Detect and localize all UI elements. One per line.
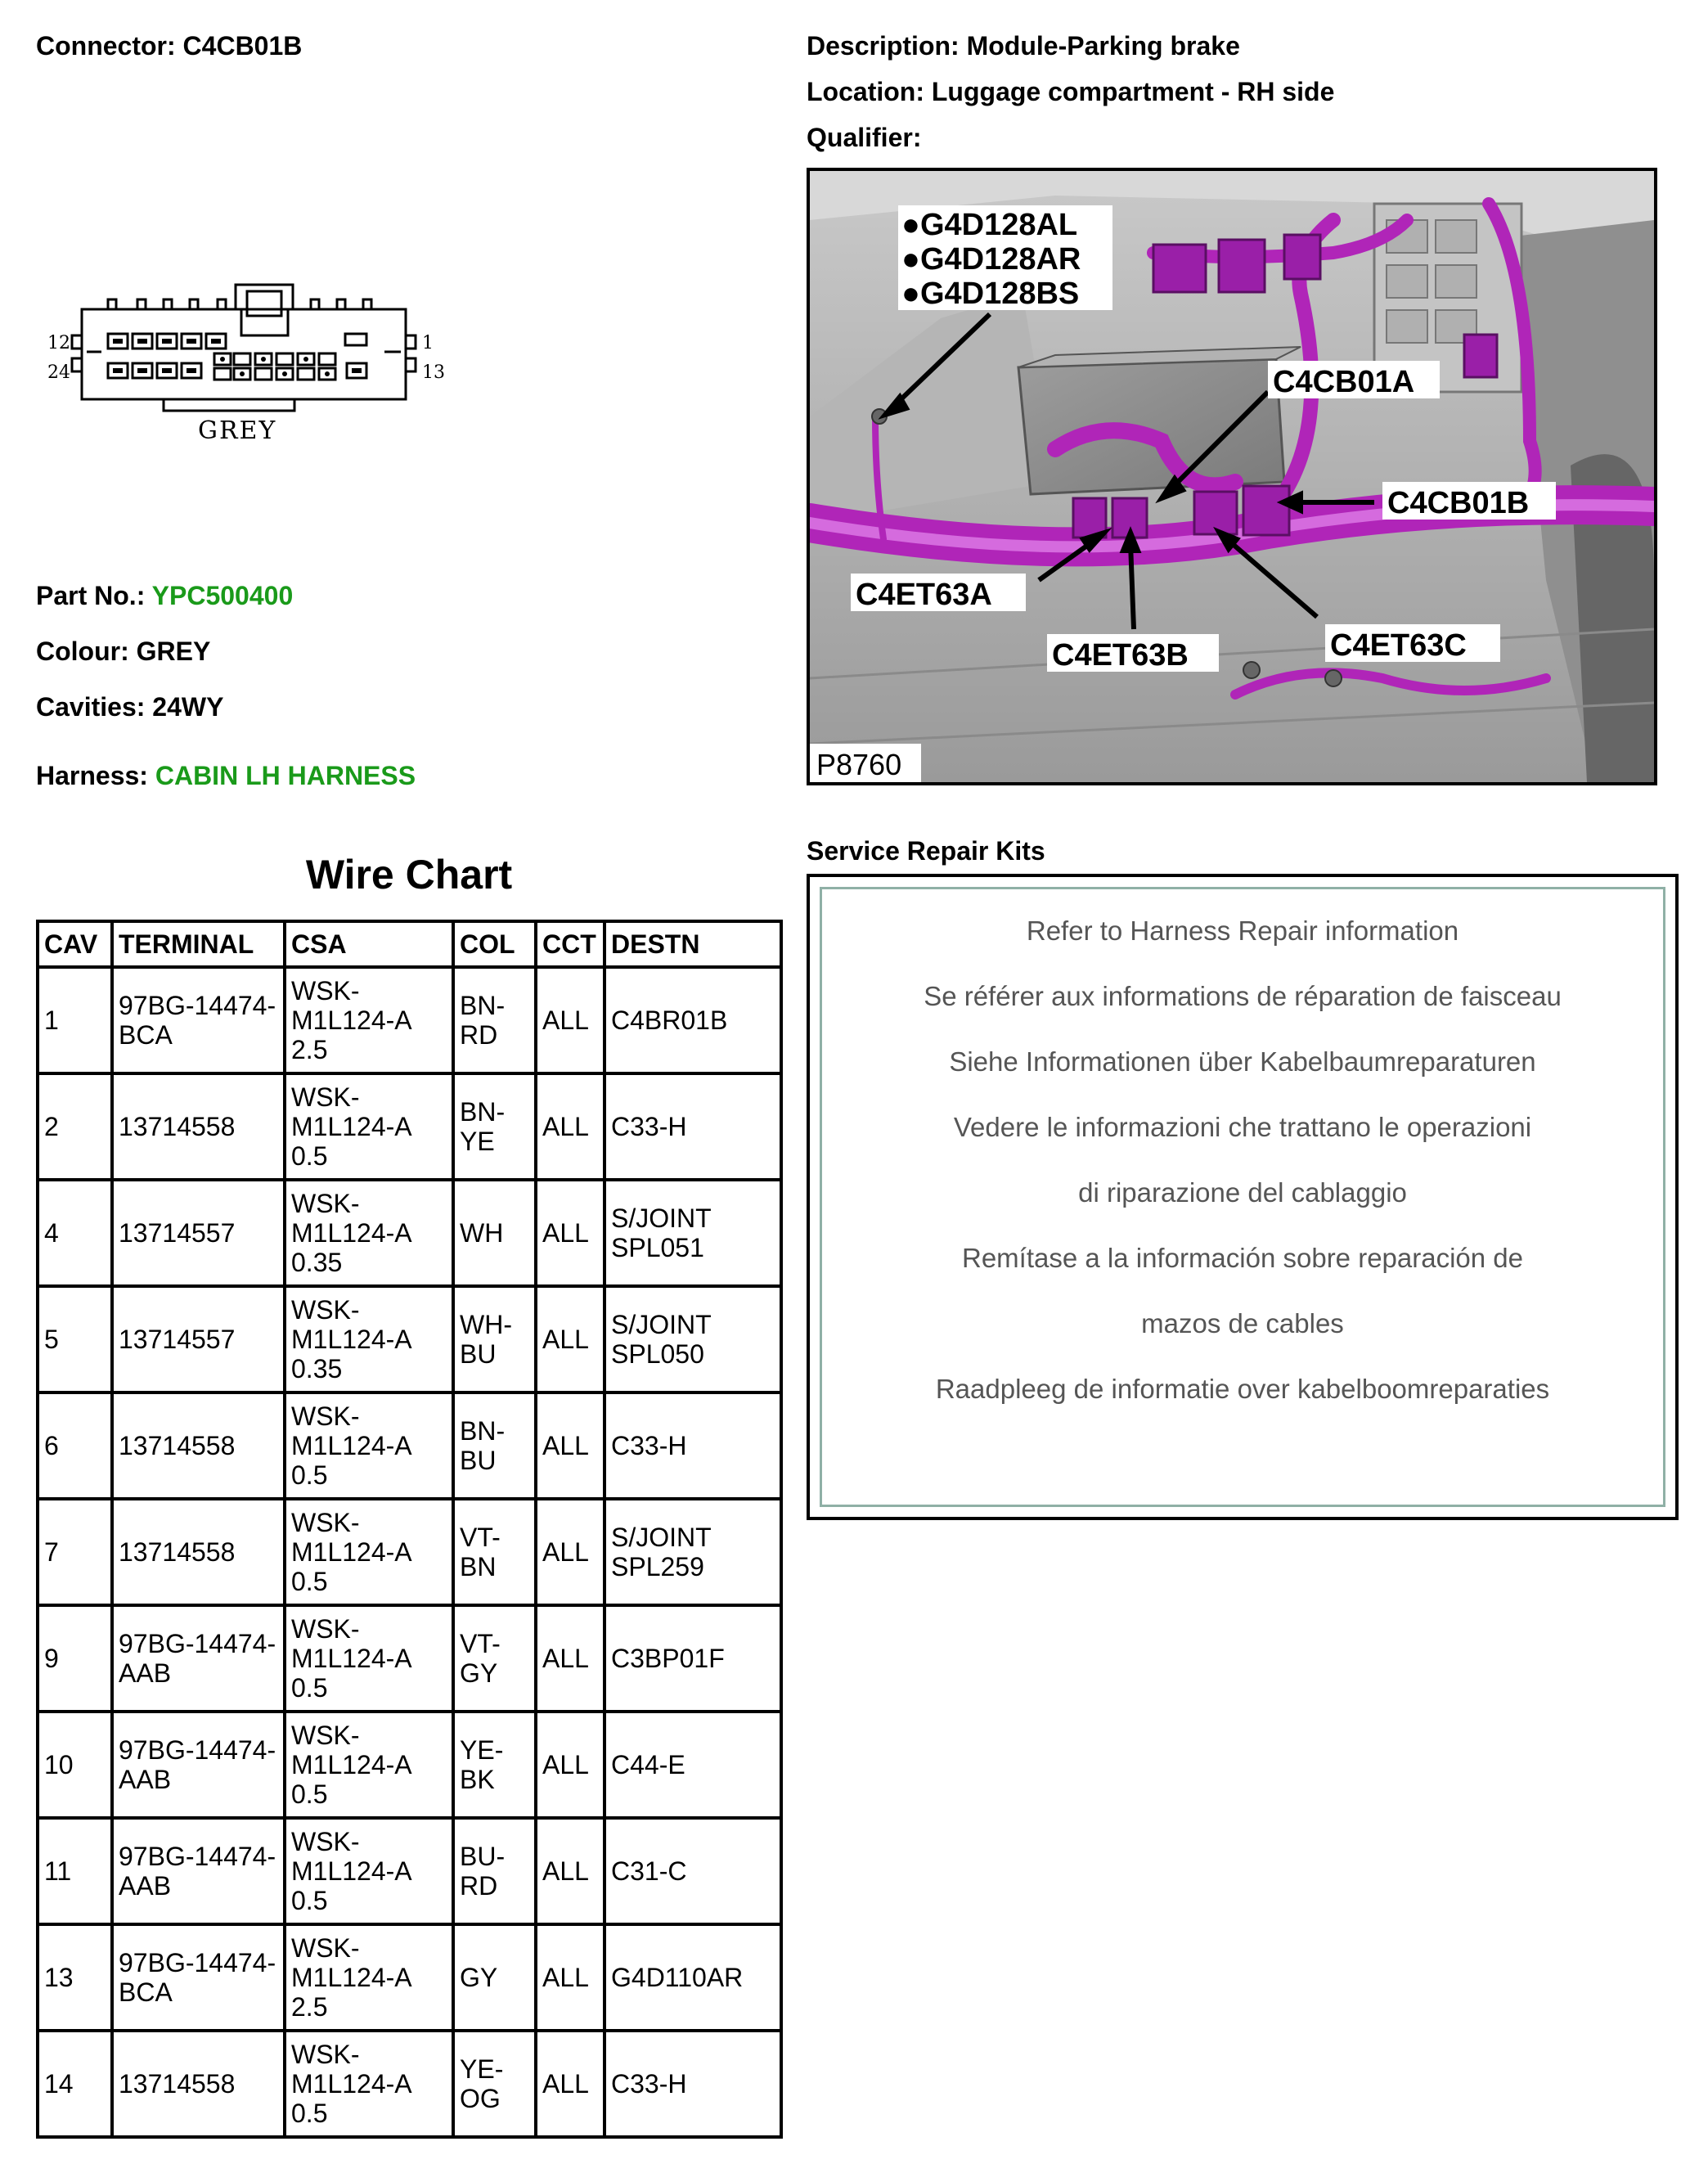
cell-csa-line: 0.5 bbox=[291, 1673, 328, 1703]
cell-csa-line: 0.5 bbox=[291, 2099, 328, 2128]
col-header-terminal: TERMINAL bbox=[112, 921, 285, 967]
callout-c4et63a: C4ET63A bbox=[856, 578, 992, 612]
cell-cct: ALL bbox=[536, 1499, 605, 1605]
repair-kits-box bbox=[807, 874, 1679, 1520]
cell-cct: ALL bbox=[536, 1924, 605, 2031]
callout-g4d128bs: ●G4D128BS bbox=[901, 277, 1080, 311]
repair-kits-inner-frame bbox=[820, 887, 1665, 1507]
callout-c4et63c: C4ET63C bbox=[1330, 628, 1467, 663]
cell-csa-line: WSK- bbox=[291, 1508, 360, 1537]
cell-csa-line: 0.35 bbox=[291, 1248, 343, 1277]
cell-destn-line: C4BR01B bbox=[611, 1006, 728, 1035]
cell-csa-line: M1L124-A bbox=[291, 1325, 412, 1354]
cell-csa-line: M1L124-A bbox=[291, 1537, 412, 1567]
callout-c4cb01a: C4CB01A bbox=[1273, 365, 1415, 399]
cell-col-line: BK bbox=[460, 1765, 495, 1794]
repair-kits-title: Service Repair Kits bbox=[807, 836, 1045, 866]
wire-chart-title: Wire Chart bbox=[305, 852, 513, 898]
cell-terminal bbox=[112, 1818, 285, 1924]
cell-col bbox=[453, 1073, 536, 1180]
cell-csa bbox=[285, 1712, 453, 1818]
cell-destn-line: C33-H bbox=[611, 2069, 687, 2099]
cell-destn-line: SPL259 bbox=[611, 1552, 704, 1581]
table-row bbox=[38, 1712, 781, 1818]
cell-destn bbox=[605, 2031, 781, 2137]
cell-destn-line: S/JOINT bbox=[611, 1523, 712, 1552]
pin-label-1: 1 bbox=[422, 333, 434, 353]
description-value: Module-Parking brake bbox=[966, 31, 1240, 61]
harness-link[interactable]: CABIN LH HARNESS bbox=[155, 761, 416, 790]
cell-col-line: YE- bbox=[460, 1735, 504, 1765]
cell-cav: 6 bbox=[38, 1392, 112, 1499]
repair-kit-line: Raadpleeg de informatie over kabelboomreparaties bbox=[935, 1374, 1550, 1404]
cell-col-line: VT- bbox=[460, 1629, 501, 1658]
callout-g4d128ar: ●G4D128AR bbox=[901, 242, 1081, 277]
cell-destn bbox=[605, 1924, 781, 2031]
location-label: Location: bbox=[807, 77, 924, 106]
cell-destn bbox=[605, 1818, 781, 1924]
cell-cav: 5 bbox=[38, 1286, 112, 1392]
cell-col bbox=[453, 1712, 536, 1818]
cell-destn bbox=[605, 967, 781, 1073]
cell-terminal bbox=[112, 1073, 285, 1180]
cell-csa-line: 2.5 bbox=[291, 1992, 328, 2022]
cell-col-line: GY bbox=[460, 1963, 498, 1992]
cell-col bbox=[453, 2031, 536, 2137]
repair-kit-line: di riparazione del cablaggio bbox=[1078, 1177, 1407, 1208]
colour-label: Colour: bbox=[36, 637, 129, 666]
cell-destn bbox=[605, 1073, 781, 1180]
cell-col-line: BU bbox=[460, 1339, 497, 1369]
description-label: Description: bbox=[807, 31, 960, 61]
cell-terminal-line: 13714558 bbox=[119, 1537, 236, 1567]
table-row bbox=[38, 1286, 781, 1392]
cell-csa-line: WSK- bbox=[291, 1082, 360, 1112]
cell-csa bbox=[285, 1286, 453, 1392]
cell-col bbox=[453, 1818, 536, 1924]
cell-csa-line: M1L124-A bbox=[291, 1856, 412, 1886]
col-header-destn: DESTN bbox=[605, 921, 781, 967]
cell-terminal-line: AAB bbox=[119, 1658, 172, 1688]
pin-label-13: 13 bbox=[422, 362, 445, 383]
cell-terminal bbox=[112, 1712, 285, 1818]
connector-location-photo bbox=[807, 168, 1657, 785]
cell-terminal-line: AAB bbox=[119, 1765, 172, 1794]
table-row bbox=[38, 1180, 781, 1286]
cell-csa bbox=[285, 1499, 453, 1605]
repair-kit-line: Vedere le informazioni che trattano le operazioni bbox=[953, 1112, 1532, 1142]
cell-destn bbox=[605, 1605, 781, 1712]
harness-label: Harness: bbox=[36, 761, 148, 790]
cell-destn bbox=[605, 1180, 781, 1286]
cell-terminal bbox=[112, 1605, 285, 1712]
callout-c4et63b: C4ET63B bbox=[1052, 638, 1189, 673]
table-row bbox=[38, 1818, 781, 1924]
cell-csa-line: WSK- bbox=[291, 2040, 360, 2069]
cell-csa-line: WSK- bbox=[291, 1295, 360, 1325]
cell-csa-line: M1L124-A bbox=[291, 1112, 412, 1141]
cell-col-line: GY bbox=[460, 1658, 498, 1688]
cell-destn bbox=[605, 1286, 781, 1392]
cell-terminal-line: 97BG-14474- bbox=[119, 1735, 276, 1765]
cell-terminal-line: 97BG-14474- bbox=[119, 1948, 276, 1977]
cell-csa-line: WSK- bbox=[291, 1401, 360, 1431]
cell-csa bbox=[285, 1924, 453, 2031]
cell-terminal-line: BCA bbox=[119, 1020, 173, 1050]
cell-terminal-line: 97BG-14474- bbox=[119, 1629, 276, 1658]
cell-csa-line: 0.35 bbox=[291, 1354, 343, 1383]
repair-kit-line: Remítase a la información sobre reparación de bbox=[961, 1243, 1524, 1273]
cell-col bbox=[453, 1605, 536, 1712]
part-no-line bbox=[36, 581, 293, 611]
colour-line bbox=[36, 637, 210, 667]
cell-col-line: YE bbox=[460, 1127, 495, 1156]
cell-csa-line: WSK- bbox=[291, 976, 360, 1006]
cell-cav: 14 bbox=[38, 2031, 112, 2137]
cell-cct: ALL bbox=[536, 2031, 605, 2137]
cell-csa-line: WSK- bbox=[291, 1189, 360, 1218]
location-illustration bbox=[810, 171, 1654, 782]
col-header-col: COL bbox=[453, 921, 536, 967]
cell-cct: ALL bbox=[536, 1392, 605, 1499]
col-header-cav: CAV bbox=[38, 921, 112, 967]
cell-csa-line: 0.5 bbox=[291, 1141, 328, 1171]
cell-terminal bbox=[112, 1180, 285, 1286]
cell-csa-line: 0.5 bbox=[291, 1460, 328, 1490]
cell-destn-line: C33-H bbox=[611, 1431, 687, 1460]
cell-csa-line: M1L124-A bbox=[291, 1963, 412, 1992]
connector-face-drawing bbox=[33, 270, 458, 458]
cell-csa bbox=[285, 1605, 453, 1712]
cell-cav: 13 bbox=[38, 1924, 112, 2031]
repair-kit-line: mazos de cables bbox=[1141, 1308, 1344, 1338]
cell-terminal-line: AAB bbox=[119, 1871, 172, 1901]
harness-line bbox=[36, 761, 416, 791]
cell-col-line: BU- bbox=[460, 1842, 506, 1871]
cell-destn-line: SPL051 bbox=[611, 1233, 704, 1262]
qualifier-label: Qualifier: bbox=[807, 123, 922, 152]
cell-col bbox=[453, 1499, 536, 1605]
cell-cav: 1 bbox=[38, 967, 112, 1073]
cell-cct: ALL bbox=[536, 1180, 605, 1286]
repair-kit-line: Siehe Informationen über Kabelbaumreparaturen bbox=[949, 1046, 1536, 1077]
cell-destn-line: G4D110AR bbox=[611, 1963, 744, 1992]
description-line bbox=[807, 31, 1240, 61]
cell-terminal bbox=[112, 1499, 285, 1605]
table-row bbox=[38, 1605, 781, 1712]
cell-terminal-line: 13714557 bbox=[119, 1218, 236, 1248]
cell-csa-line: WSK- bbox=[291, 1933, 360, 1963]
part-no-label: Part No.: bbox=[36, 581, 146, 610]
cell-terminal bbox=[112, 2031, 285, 2137]
cell-csa-line: M1L124-A bbox=[291, 1006, 412, 1035]
cell-cav: 9 bbox=[38, 1605, 112, 1712]
cell-csa-line: 0.5 bbox=[291, 1886, 328, 1915]
connector-colour-caption: GREY bbox=[198, 416, 277, 445]
cavities-line bbox=[36, 692, 223, 722]
table-row bbox=[38, 1499, 781, 1605]
cell-col-line: RD bbox=[460, 1871, 498, 1901]
cell-col bbox=[453, 967, 536, 1073]
pin-label-24: 24 bbox=[47, 362, 70, 383]
cell-col bbox=[453, 1924, 536, 2031]
repair-kit-line: Refer to Harness Repair information bbox=[1026, 916, 1459, 946]
cell-csa bbox=[285, 967, 453, 1073]
cell-csa bbox=[285, 1818, 453, 1924]
cell-csa-line: M1L124-A bbox=[291, 1431, 412, 1460]
callout-c4cb01b: C4CB01B bbox=[1387, 486, 1530, 520]
cell-terminal-line: 13714557 bbox=[119, 1325, 236, 1354]
cell-terminal-line: BCA bbox=[119, 1977, 173, 2007]
wire-chart-table bbox=[36, 920, 783, 2139]
cell-terminal-line: 97BG-14474- bbox=[119, 991, 276, 1020]
table-row bbox=[38, 2031, 781, 2137]
cell-csa-line: 2.5 bbox=[291, 1035, 328, 1064]
cavities-value: 24WY bbox=[152, 692, 224, 722]
cell-col-line: VT- bbox=[460, 1523, 501, 1552]
wire-table-body bbox=[38, 967, 781, 2137]
cell-col-line: WH- bbox=[460, 1310, 512, 1339]
cell-cav: 11 bbox=[38, 1818, 112, 1924]
cell-col bbox=[453, 1286, 536, 1392]
photo-id: P8760 bbox=[816, 748, 902, 781]
cell-destn-line: C31-C bbox=[611, 1856, 687, 1886]
cell-col-line: BN- bbox=[460, 991, 506, 1020]
cell-cct: ALL bbox=[536, 1818, 605, 1924]
cell-csa bbox=[285, 1073, 453, 1180]
cell-destn-line: SPL050 bbox=[611, 1339, 704, 1369]
cell-terminal-line: 13714558 bbox=[119, 2069, 236, 2099]
connector-value: C4CB01B bbox=[182, 31, 303, 61]
cell-col-line: BN bbox=[460, 1552, 497, 1581]
cell-csa-line: WSK- bbox=[291, 1721, 360, 1750]
cell-terminal-line: 97BG-14474- bbox=[119, 1842, 276, 1871]
cell-csa-line: WSK- bbox=[291, 1827, 360, 1856]
cell-col-line: OG bbox=[460, 2084, 501, 2113]
cell-col-line: BN- bbox=[460, 1097, 506, 1127]
cell-csa bbox=[285, 1392, 453, 1499]
table-row bbox=[38, 1392, 781, 1499]
cell-csa-line: M1L124-A bbox=[291, 2069, 412, 2099]
table-row bbox=[38, 1924, 781, 2031]
cell-cav: 10 bbox=[38, 1712, 112, 1818]
cell-destn bbox=[605, 1499, 781, 1605]
cell-csa bbox=[285, 2031, 453, 2137]
cell-col bbox=[453, 1180, 536, 1286]
cell-cct: ALL bbox=[536, 1073, 605, 1180]
connector-label: Connector: bbox=[36, 31, 176, 61]
cell-cav: 2 bbox=[38, 1073, 112, 1180]
cell-csa bbox=[285, 1180, 453, 1286]
cell-cct: ALL bbox=[536, 1286, 605, 1392]
cell-destn-line: C3BP01F bbox=[611, 1644, 725, 1673]
callout-g4d128al: ●G4D128AL bbox=[901, 208, 1078, 242]
cell-destn-line: C44-E bbox=[611, 1750, 685, 1779]
col-header-cct: CCT bbox=[536, 921, 605, 967]
cell-terminal-line: 13714558 bbox=[119, 1431, 236, 1460]
pin-label-12: 12 bbox=[47, 333, 70, 353]
cavities-label: Cavities: bbox=[36, 692, 146, 722]
cell-cct: ALL bbox=[536, 1712, 605, 1818]
cell-col-line: RD bbox=[460, 1020, 498, 1050]
location-value: Luggage compartment - RH side bbox=[931, 77, 1335, 106]
cell-destn-line: S/JOINT bbox=[611, 1203, 712, 1233]
cell-csa-line: WSK- bbox=[291, 1614, 360, 1644]
table-row bbox=[38, 967, 781, 1073]
colour-value: GREY bbox=[136, 637, 211, 666]
cell-cav: 4 bbox=[38, 1180, 112, 1286]
part-no-link[interactable]: YPC500400 bbox=[151, 581, 294, 610]
cell-csa-line: M1L124-A bbox=[291, 1218, 412, 1248]
cell-terminal-line: 13714558 bbox=[119, 1112, 236, 1141]
cell-destn bbox=[605, 1712, 781, 1818]
cell-col-line: BU bbox=[460, 1446, 497, 1475]
cell-destn bbox=[605, 1392, 781, 1499]
cell-csa-line: 0.5 bbox=[291, 1567, 328, 1596]
cell-col-line: WH bbox=[460, 1218, 504, 1248]
cell-terminal bbox=[112, 1286, 285, 1392]
cell-csa-line: 0.5 bbox=[291, 1779, 328, 1809]
repair-kit-line: Se référer aux informations de réparation de faisceau bbox=[924, 981, 1562, 1011]
cell-col-line: BN- bbox=[460, 1416, 506, 1446]
cell-destn-line: S/JOINT bbox=[611, 1310, 712, 1339]
cell-col-line: YE- bbox=[460, 2054, 504, 2084]
cell-col bbox=[453, 1392, 536, 1499]
cell-csa-line: M1L124-A bbox=[291, 1750, 412, 1779]
cell-cct: ALL bbox=[536, 967, 605, 1073]
cell-cct: ALL bbox=[536, 1605, 605, 1712]
table-header-row bbox=[38, 921, 781, 967]
connector-heading bbox=[36, 31, 302, 61]
cell-cav: 7 bbox=[38, 1499, 112, 1605]
cell-terminal bbox=[112, 967, 285, 1073]
cell-terminal bbox=[112, 1392, 285, 1499]
col-header-csa: CSA bbox=[285, 921, 453, 967]
cell-terminal bbox=[112, 1924, 285, 2031]
cell-csa-line: M1L124-A bbox=[291, 1644, 412, 1673]
location-line bbox=[807, 77, 1334, 107]
table-row bbox=[38, 1073, 781, 1180]
qualifier-line bbox=[807, 123, 921, 153]
cell-destn-line: C33-H bbox=[611, 1112, 687, 1141]
